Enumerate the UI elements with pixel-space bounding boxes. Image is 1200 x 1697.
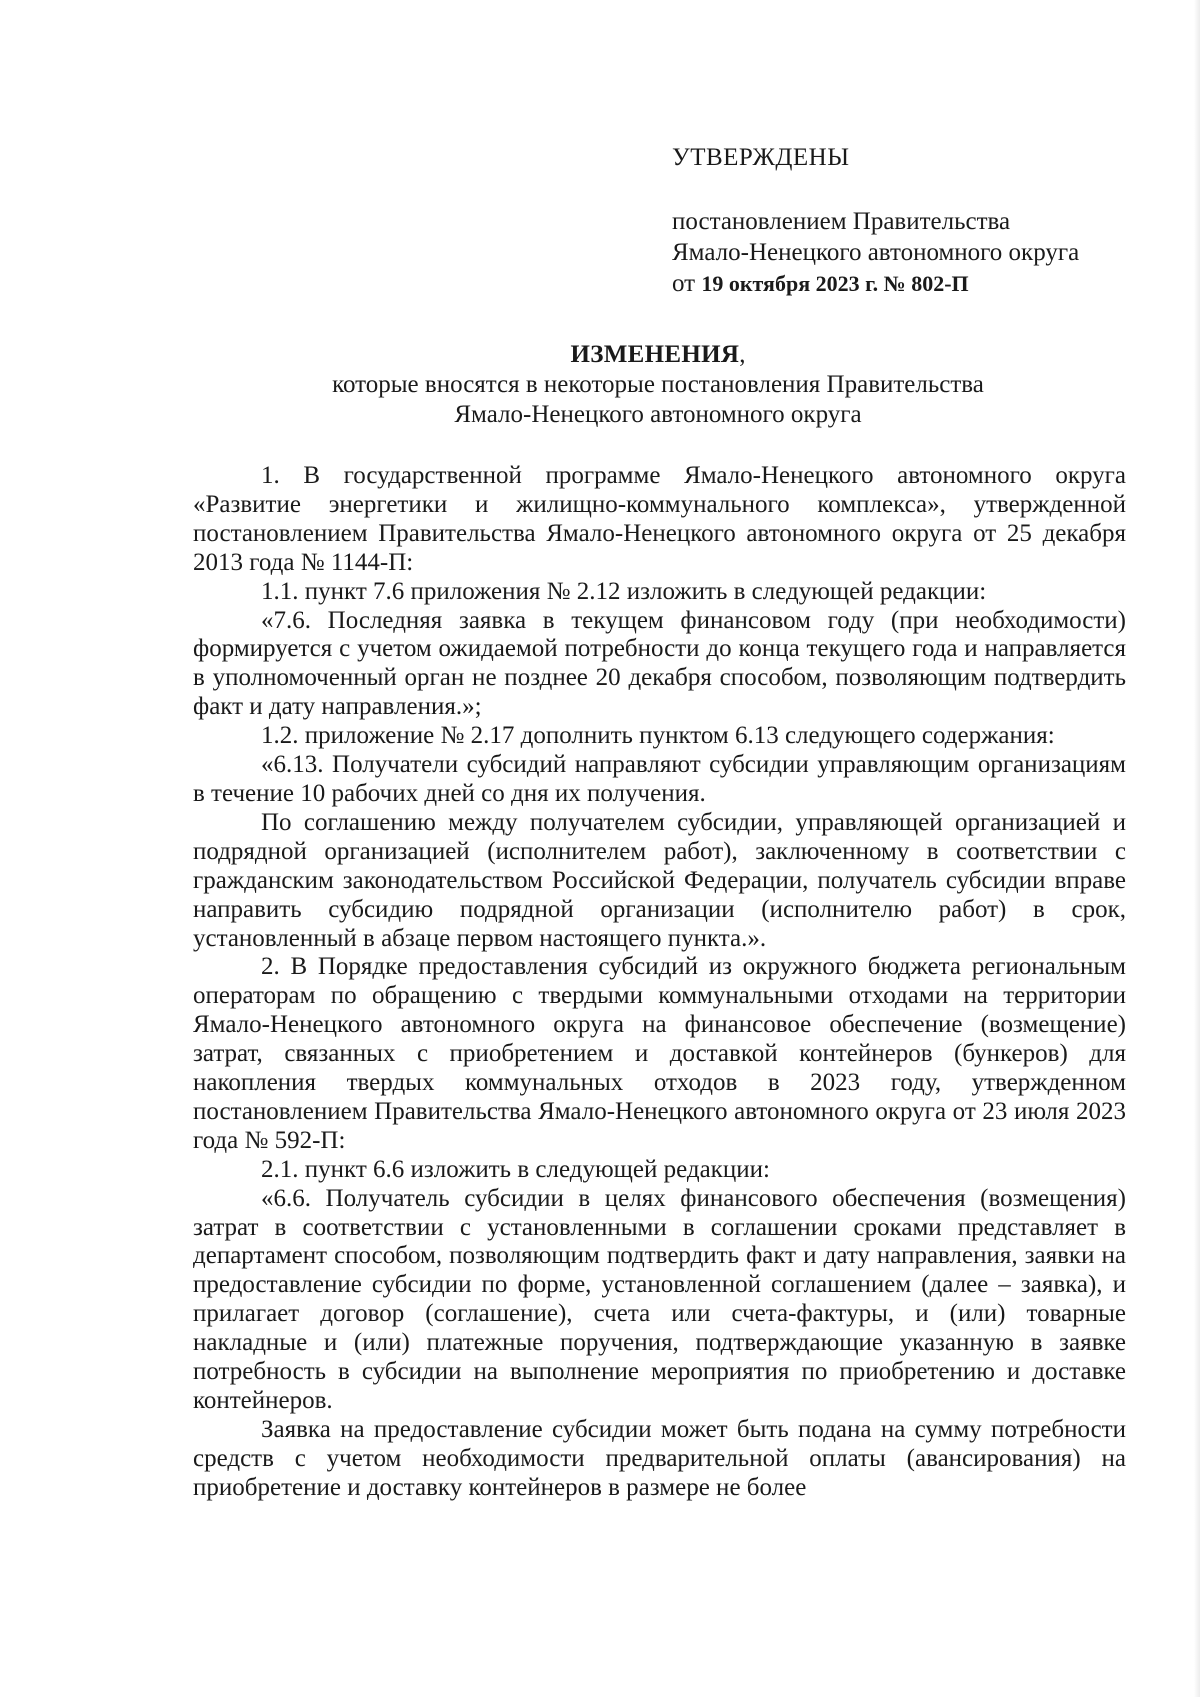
- paragraph: 2.1. пункт 6.6 изложить в следующей редакции:: [261, 1155, 770, 1183]
- approval-date: 19 октября 2023 г. № 802-П: [701, 271, 969, 296]
- document-heading: [190, 340, 1126, 430]
- approval-date-line: [672, 268, 1142, 299]
- paragraph: 2. В Порядке предоставления субсидий из окружного бюджета региональным операторам по обращению с твердыми коммунальными отходами на территории Ямало-Ненецкого автономного округа на финансовое обеспечение (возмещение) затрат, связанных с приобретением и доставкой контейнеров (бункеров) для накопления твердых коммунальных отходов в 2023 году, утвержденном постановлением Правительства Ямало-Ненецкого автономного округа от 23 июля 2023 года № 592-П:: [193, 953, 1126, 1154]
- approval-line-2: Ямало-Ненецкого автономного округа: [672, 239, 1080, 266]
- paragraph: «6.13. Получатели субсидий направляют субсидии управляющим организациям в течение 10 рабочих дней со дня их получения.: [193, 751, 1126, 807]
- approval-date-prefix: от: [672, 270, 702, 297]
- document-subtitle-line-1: которые вносятся в некоторые постановления Правительства: [332, 371, 984, 398]
- approved-label: УТВЕРЖДЕНЫ: [672, 144, 850, 171]
- paragraph: 1.2. приложение № 2.17 дополнить пунктом 6.13 следующего содержания:: [261, 722, 1055, 750]
- document-body: [193, 462, 1126, 1503]
- paragraph: «7.6. Последняя заявка в текущем финансовом году (при необходимости) формируется с учетом ожидаемой потребности до конца текущего года и направляется в уполномоченный орган не позднее 20 декабря способом, позволяющим подтвердить факт и дату направления.»;: [193, 606, 1126, 721]
- paragraph: 1.1. пункт 7.6 приложения № 2.12 изложить в следующей редакции:: [261, 577, 987, 605]
- document-title-suffix: ,: [739, 341, 746, 368]
- paragraph: 1. В государственной программе Ямало-Ненецкого автономного округа «Развитие энергетики и жилищно-коммунального комплекса», утвержденной постановлением Правительства Ямало-Ненецкого автономного округа от 25 декабря 2013 года № 1144-П:: [193, 462, 1126, 576]
- scan-edge-shadow: [1194, 0, 1200, 1697]
- document-title: ИЗМЕНЕНИЯ: [570, 341, 740, 368]
- document-subtitle-line-2: Ямало-Ненецкого автономного округа: [454, 401, 862, 428]
- paragraph: «6.6. Получатель субсидии в целях финансового обеспечения (возмещения) затрат в соответствии с установленными в соглашении сроками представляет в департамент способом, позволяющим подтвердить факт и дату направления, заявки на предоставление субсидии по форме, установленной соглашением (далее – заявка), и прилагает договор (соглашение), счета или счета-фактуры, и (или) товарные накладные и (или) платежные поручения, подтверждающие указанную в заявке потребность в субсидии на выполнение мероприятия по приобретению и доставке контейнеров.: [193, 1184, 1126, 1414]
- approval-stamp-block: [672, 142, 1142, 299]
- paragraph: По соглашению между получателем субсидии, управляющей организацией и подрядной организацией (исполнителем работ), заключенному в соответствии с гражданским законодательством Российской Федерации, получатель субсидии вправе направить субсидию подрядной организации (исполнителю работ) в срок, установленный в абзаце первом настоящего пункта.».: [193, 808, 1126, 952]
- approval-line-1: постановлением Правительства: [672, 208, 1011, 235]
- heading-title-line: [190, 340, 1126, 370]
- paragraph: Заявка на предоставление субсидии может быть подана на сумму потребности средств с учетом необходимости предварительной оплаты (авансирования) на приобретение и доставку контейнеров в размере не более: [193, 1415, 1126, 1501]
